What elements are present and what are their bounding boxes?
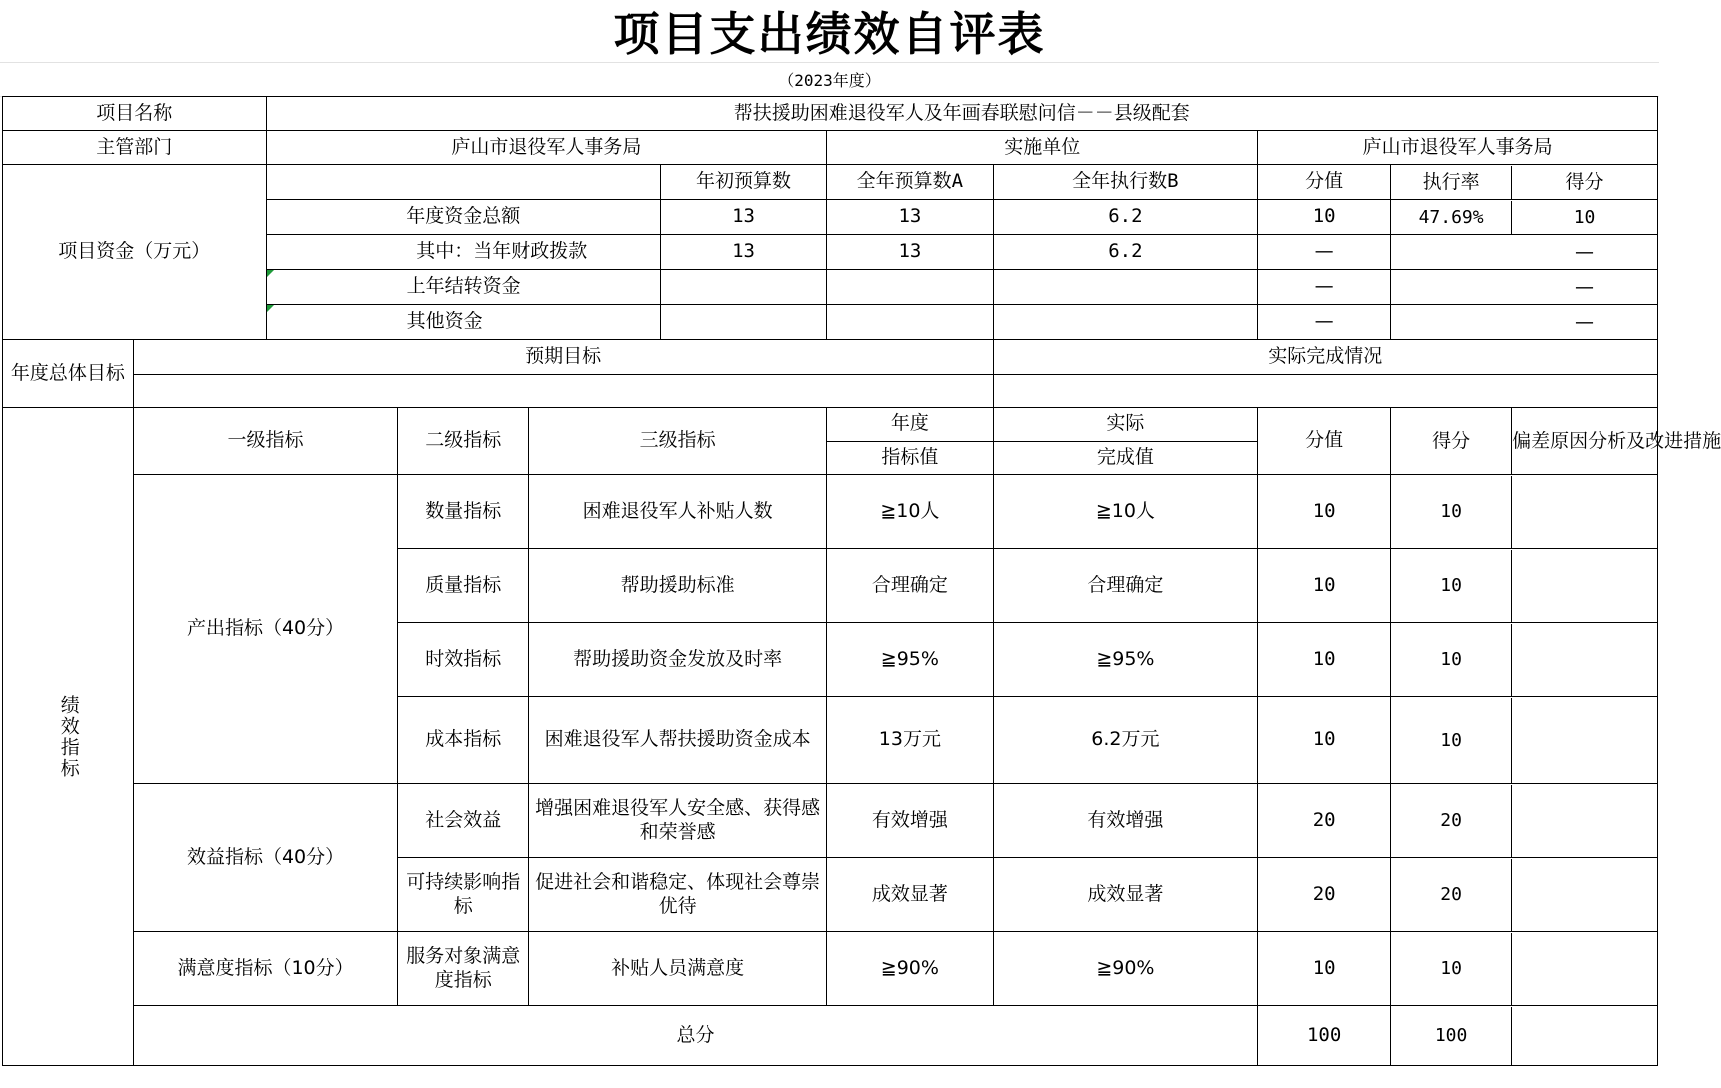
indicator-level3: 困难退役军人补贴人数 — [529, 475, 827, 549]
goals-label: 年度总体目标 — [3, 340, 134, 408]
indicator-score-value: 10 — [1258, 475, 1391, 549]
indicator-header-row — [3, 408, 1658, 442]
indicator-row — [3, 932, 1658, 1006]
total-score: 100 — [1391, 1007, 1512, 1065]
indicator-score-analysis — [1391, 784, 1658, 858]
funds-header-initial: 年初预算数 — [660, 165, 826, 200]
funds-row-score: — — [1575, 310, 1595, 333]
indicator-score: 20 — [1391, 785, 1512, 857]
goals-header-row — [3, 340, 1658, 375]
funds-row-score-value: — — [1258, 270, 1391, 305]
funds-header-executed: 全年执行数B — [993, 165, 1258, 200]
funds-row-initial: 13 — [660, 235, 826, 270]
performance-table — [2, 96, 1721, 1066]
indicator-score-value: 10 — [1258, 623, 1391, 697]
header-score-value: 分值 — [1258, 408, 1391, 475]
indicator-level2: 服务对象满意度指标 — [398, 932, 529, 1006]
funds-row-label: 其他资金 — [266, 305, 660, 340]
indicator-score-analysis — [1391, 475, 1658, 549]
dept-value: 庐山市退役军人事务局 — [266, 131, 827, 165]
goals-expected-header: 预期目标 — [133, 340, 993, 375]
funds-row-label: 其中：当年财政拨款 — [266, 235, 660, 270]
indicator-target: 有效增强 — [827, 784, 993, 858]
impl-label: 实施单位 — [827, 131, 1258, 165]
indicator-score-analysis — [1391, 549, 1658, 623]
indicator-actual: ≧90% — [993, 932, 1258, 1006]
funds-row-score-value: 10 — [1258, 200, 1391, 235]
indicator-score-analysis — [1391, 623, 1658, 697]
funds-header-rate-score — [1391, 165, 1658, 200]
total-label: 总分 — [133, 1006, 1258, 1066]
indicator-score: 20 — [1391, 859, 1512, 931]
funds-row-rate-score — [1391, 200, 1658, 235]
indicator-level3: 促进社会和谐稳定、体现社会尊崇优待 — [529, 858, 827, 932]
indicator-score-value: 20 — [1258, 784, 1391, 858]
indicator-level3: 帮助援助资金发放及时率 — [529, 623, 827, 697]
indicator-score-value: 20 — [1258, 858, 1391, 932]
funds-row-score: — — [1575, 240, 1595, 263]
header-score-analysis — [1391, 408, 1721, 475]
indicator-level3: 增强困难退役军人安全感、获得感和荣誉感 — [529, 784, 827, 858]
indicator-level3: 补贴人员满意度 — [529, 932, 827, 1006]
indicators-section-label: 绩效指标 — [3, 408, 134, 1066]
indicator-target: ≧95% — [827, 623, 993, 697]
indicator-row — [3, 784, 1658, 858]
funds-header-score-value: 分值 — [1258, 165, 1391, 200]
indicator-row — [3, 475, 1658, 549]
indicator-level2: 数量指标 — [398, 475, 529, 549]
indicator-target: 合理确定 — [827, 549, 993, 623]
page-title: 项目支出绩效自评表 — [613, 7, 1046, 61]
funds-row-score-value: — — [1258, 305, 1391, 340]
indicator-actual: ≧95% — [993, 623, 1258, 697]
project-name-value: 帮扶援助困难退役军人及年画春联慰问信－－县级配套 — [266, 97, 1657, 131]
project-name-label: 项目名称 — [3, 97, 267, 131]
header-level2: 二级指标 — [398, 408, 529, 475]
year-subtitle: （2023年度） — [778, 70, 881, 90]
indicator-score-analysis — [1391, 932, 1658, 1006]
indicator-level2: 质量指标 — [398, 549, 529, 623]
indicator-score: 10 — [1391, 933, 1512, 1005]
funds-row-score: 10 — [1573, 206, 1596, 228]
indicator-score-value: 10 — [1258, 932, 1391, 1006]
indicator-score: 10 — [1391, 476, 1512, 548]
header-score: 得分 — [1391, 408, 1512, 474]
header-level1: 一级指标 — [133, 408, 398, 475]
funds-row-rate-score — [1391, 270, 1658, 305]
indicator-score-analysis — [1391, 858, 1658, 932]
funds-row-initial: 13 — [660, 200, 826, 235]
funds-row-annual — [827, 305, 993, 340]
indicator-target: ≧10人 — [827, 475, 993, 549]
goals-expected-value — [133, 375, 993, 408]
indicator-score-value: 10 — [1258, 549, 1391, 623]
header-target-bottom: 指标值 — [827, 441, 993, 475]
total-score-analysis — [1391, 1006, 1658, 1066]
indicator-target: 13万元 — [827, 697, 993, 784]
group-output: 产出指标（40分） — [133, 475, 398, 784]
funds-header-blank — [266, 165, 660, 200]
funds-row-label: 上年结转资金 — [266, 270, 660, 305]
funds-row-annual: 13 — [827, 200, 993, 235]
indicator-actual: 有效增强 — [993, 784, 1258, 858]
department-row — [3, 131, 1658, 165]
indicator-actual: 6.2万元 — [993, 697, 1258, 784]
indicator-level2: 时效指标 — [398, 623, 529, 697]
funds-header-rate: 执行率 — [1391, 166, 1512, 199]
header-actual-top: 实际 — [993, 408, 1258, 442]
project-name-row — [3, 97, 1658, 131]
funds-row-rate-score — [1391, 305, 1658, 340]
indicator-target: ≧90% — [827, 932, 993, 1006]
header-level3: 三级指标 — [529, 408, 827, 475]
header-actual-bottom: 完成值 — [993, 441, 1258, 475]
funds-header-annual: 全年预算数A — [827, 165, 993, 200]
funds-row-executed — [993, 270, 1258, 305]
indicator-level2: 可持续影响指标 — [398, 858, 529, 932]
indicator-level3: 困难退役军人帮扶援助资金成本 — [529, 697, 827, 784]
indicator-level3: 帮助援助标准 — [529, 549, 827, 623]
indicator-score: 10 — [1391, 698, 1512, 783]
funds-row-score: — — [1575, 275, 1595, 298]
indicator-score: 10 — [1391, 550, 1512, 622]
funds-row-annual — [827, 270, 993, 305]
funds-row-initial — [660, 270, 826, 305]
group-satisfaction: 满意度指标（10分） — [133, 932, 398, 1006]
indicator-score-value: 10 — [1258, 697, 1391, 784]
indicator-score: 10 — [1391, 624, 1512, 696]
header-target-top: 年度 — [827, 408, 993, 442]
dept-label: 主管部门 — [3, 131, 267, 165]
goals-actual-value — [993, 375, 1657, 408]
funds-row-annual: 13 — [827, 235, 993, 270]
funds-row-executed: 6.2 — [993, 200, 1258, 235]
indicator-level2: 社会效益 — [398, 784, 529, 858]
goals-actual-header: 实际完成情况 — [993, 340, 1657, 375]
indicator-level2: 成本指标 — [398, 697, 529, 784]
indicator-actual: 合理确定 — [993, 549, 1258, 623]
funds-row-executed — [993, 305, 1258, 340]
funds-header-score: 得分 — [1565, 170, 1604, 193]
group-benefit: 效益指标（40分） — [133, 784, 398, 932]
indicator-actual: ≧10人 — [993, 475, 1258, 549]
goals-value-row — [3, 375, 1658, 408]
indicator-score-analysis — [1391, 697, 1658, 784]
impl-value: 庐山市退役军人事务局 — [1258, 131, 1658, 165]
funds-row-executed: 6.2 — [993, 235, 1258, 270]
funds-row-label: 年度资金总额 — [266, 200, 660, 235]
funds-row-score-value: — — [1258, 235, 1391, 270]
header-analysis: 偏差原因分析及改进措施 — [1512, 430, 1721, 452]
funds-row-rate: 47.69% — [1391, 201, 1512, 234]
total-row — [3, 1006, 1658, 1066]
total-score-value: 100 — [1258, 1006, 1391, 1066]
indicator-actual: 成效显著 — [993, 858, 1258, 932]
funds-header-row — [3, 165, 1658, 200]
funds-section-label: 项目资金（万元） — [3, 165, 267, 340]
indicator-target: 成效显著 — [827, 858, 993, 932]
funds-row-initial — [660, 305, 826, 340]
funds-row-rate-score — [1391, 235, 1658, 270]
